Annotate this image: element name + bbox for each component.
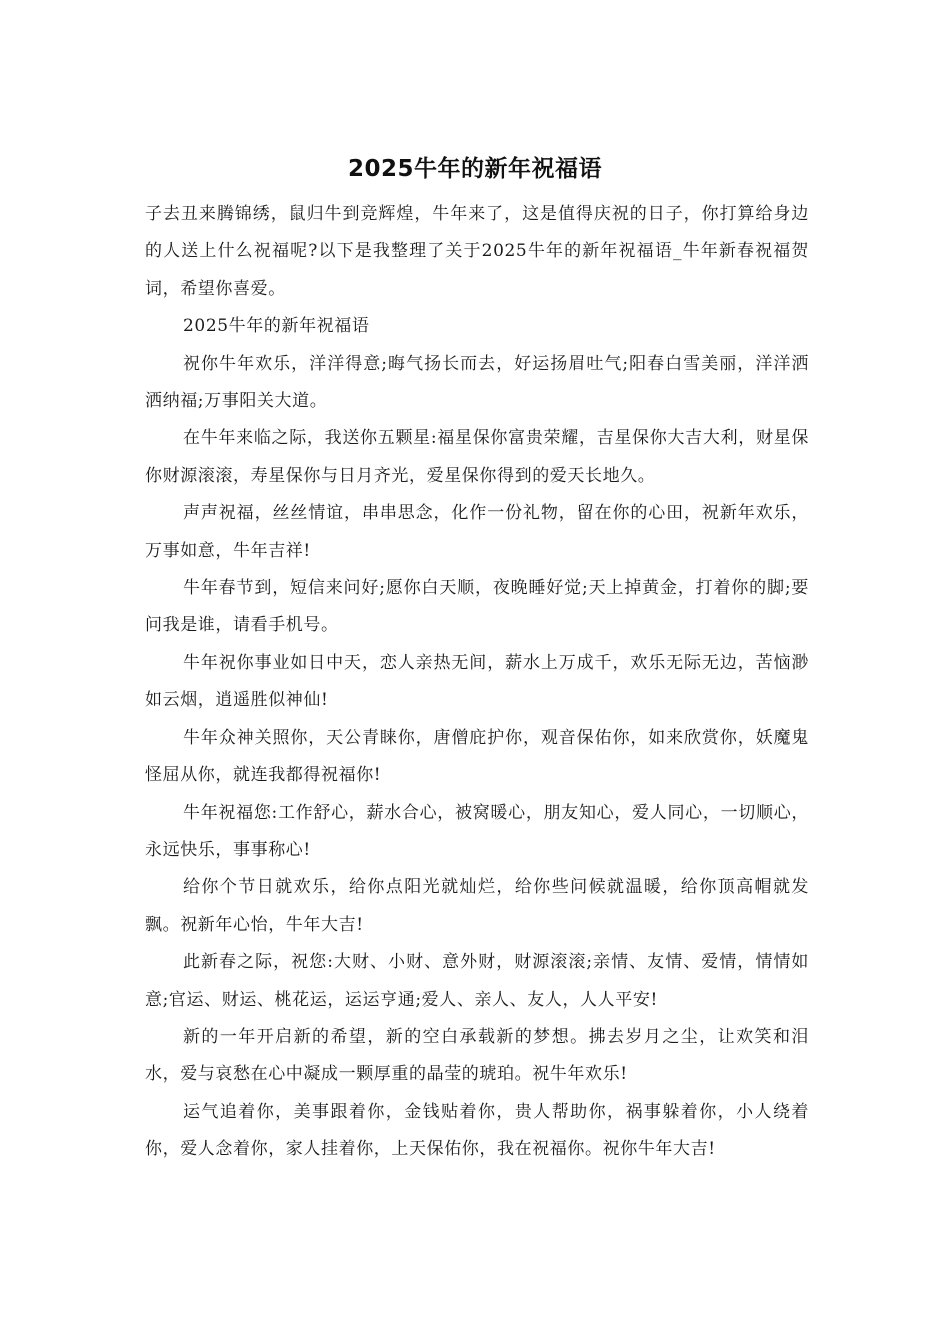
- greeting-paragraph: 给你个节日就欢乐，给你点阳光就灿烂，给你些问候就温暖，给你顶高帽就发飘。祝新年心怡，牛年大吉!: [145, 877, 809, 935]
- greeting-paragraph: 牛年春节到，短信来问好;愿你白天顺，夜晚睡好觉;天上掉黄金，打着你的脚;要问我是谁，请看手机号。: [145, 578, 809, 636]
- greeting-paragraph: 新的一年开启新的希望，新的空白承载新的梦想。拂去岁月之尘，让欢笑和泪水，爱与哀愁在心中凝成一颗厚重的晶莹的琥珀。祝牛年欢乐!: [145, 1026, 809, 1085]
- greeting-paragraph: 在牛年来临之际，我送你五颗星:福星保你富贵荣耀，吉星保你大吉大利，财星保你财源滚滚，寿星保你与日月齐光，爱星保你得到的爱天长地久。: [145, 428, 809, 486]
- greeting-paragraph: 祝你牛年欢乐，洋洋得意;晦气扬长而去，好运扬眉吐气;阳春白雪美丽，洋洋洒洒纳福;万事阳关大道。: [145, 353, 809, 412]
- greeting-paragraph: 牛年祝你事业如日中天，恋人亲热无间，薪水上万成千，欢乐无际无边，苦恼渺如云烟，逍遥胜似神仙!: [145, 652, 809, 711]
- intro-paragraph: 子去丑来腾锦绣，鼠归牛到竞辉煌，牛年来了，这是值得庆祝的日子，你打算给身边的人送上什么祝福呢?以下是我整理了关于2025牛年的新年祝福语_牛年新春祝福贺词，希望你喜爱。: [145, 204, 809, 299]
- section-heading: 2025牛年的新年祝福语: [183, 316, 370, 337]
- greeting-paragraph: 此新春之际，祝您:大财、小财、意外财，财源滚滚;亲情、友情、爱情，情情如意;官运、财运、桃花运，运运亨通;爱人、亲人、友人，人人平安!: [145, 952, 809, 1010]
- document-body: [145, 196, 809, 1169]
- greeting-paragraph: 牛年众神关照你，天公青睐你，唐僧庇护你，观音保佑你，如来欣赏你，妖魔鬼怪屈从你，就连我都得祝福你!: [145, 727, 809, 786]
- greeting-paragraph: 牛年祝福您:工作舒心，薪水合心，被窝暖心，朋友知心，爱人同心，一切顺心，永远快乐，事事称心!: [145, 802, 809, 860]
- greeting-paragraph: 声声祝福，丝丝情谊，串串思念，化作一份礼物，留在你的心田，祝新年欢乐，万事如意，牛年吉祥!: [145, 503, 809, 561]
- greeting-paragraph: 运气追着你，美事跟着你，金钱贴着你，贵人帮助你，祸事躲着你，小人绕着你，爱人念着你，家人挂着你，上天保佑你，我在祝福你。祝你牛年大吉!: [145, 1101, 809, 1160]
- document-title: 2025牛年的新年祝福语: [347, 156, 602, 182]
